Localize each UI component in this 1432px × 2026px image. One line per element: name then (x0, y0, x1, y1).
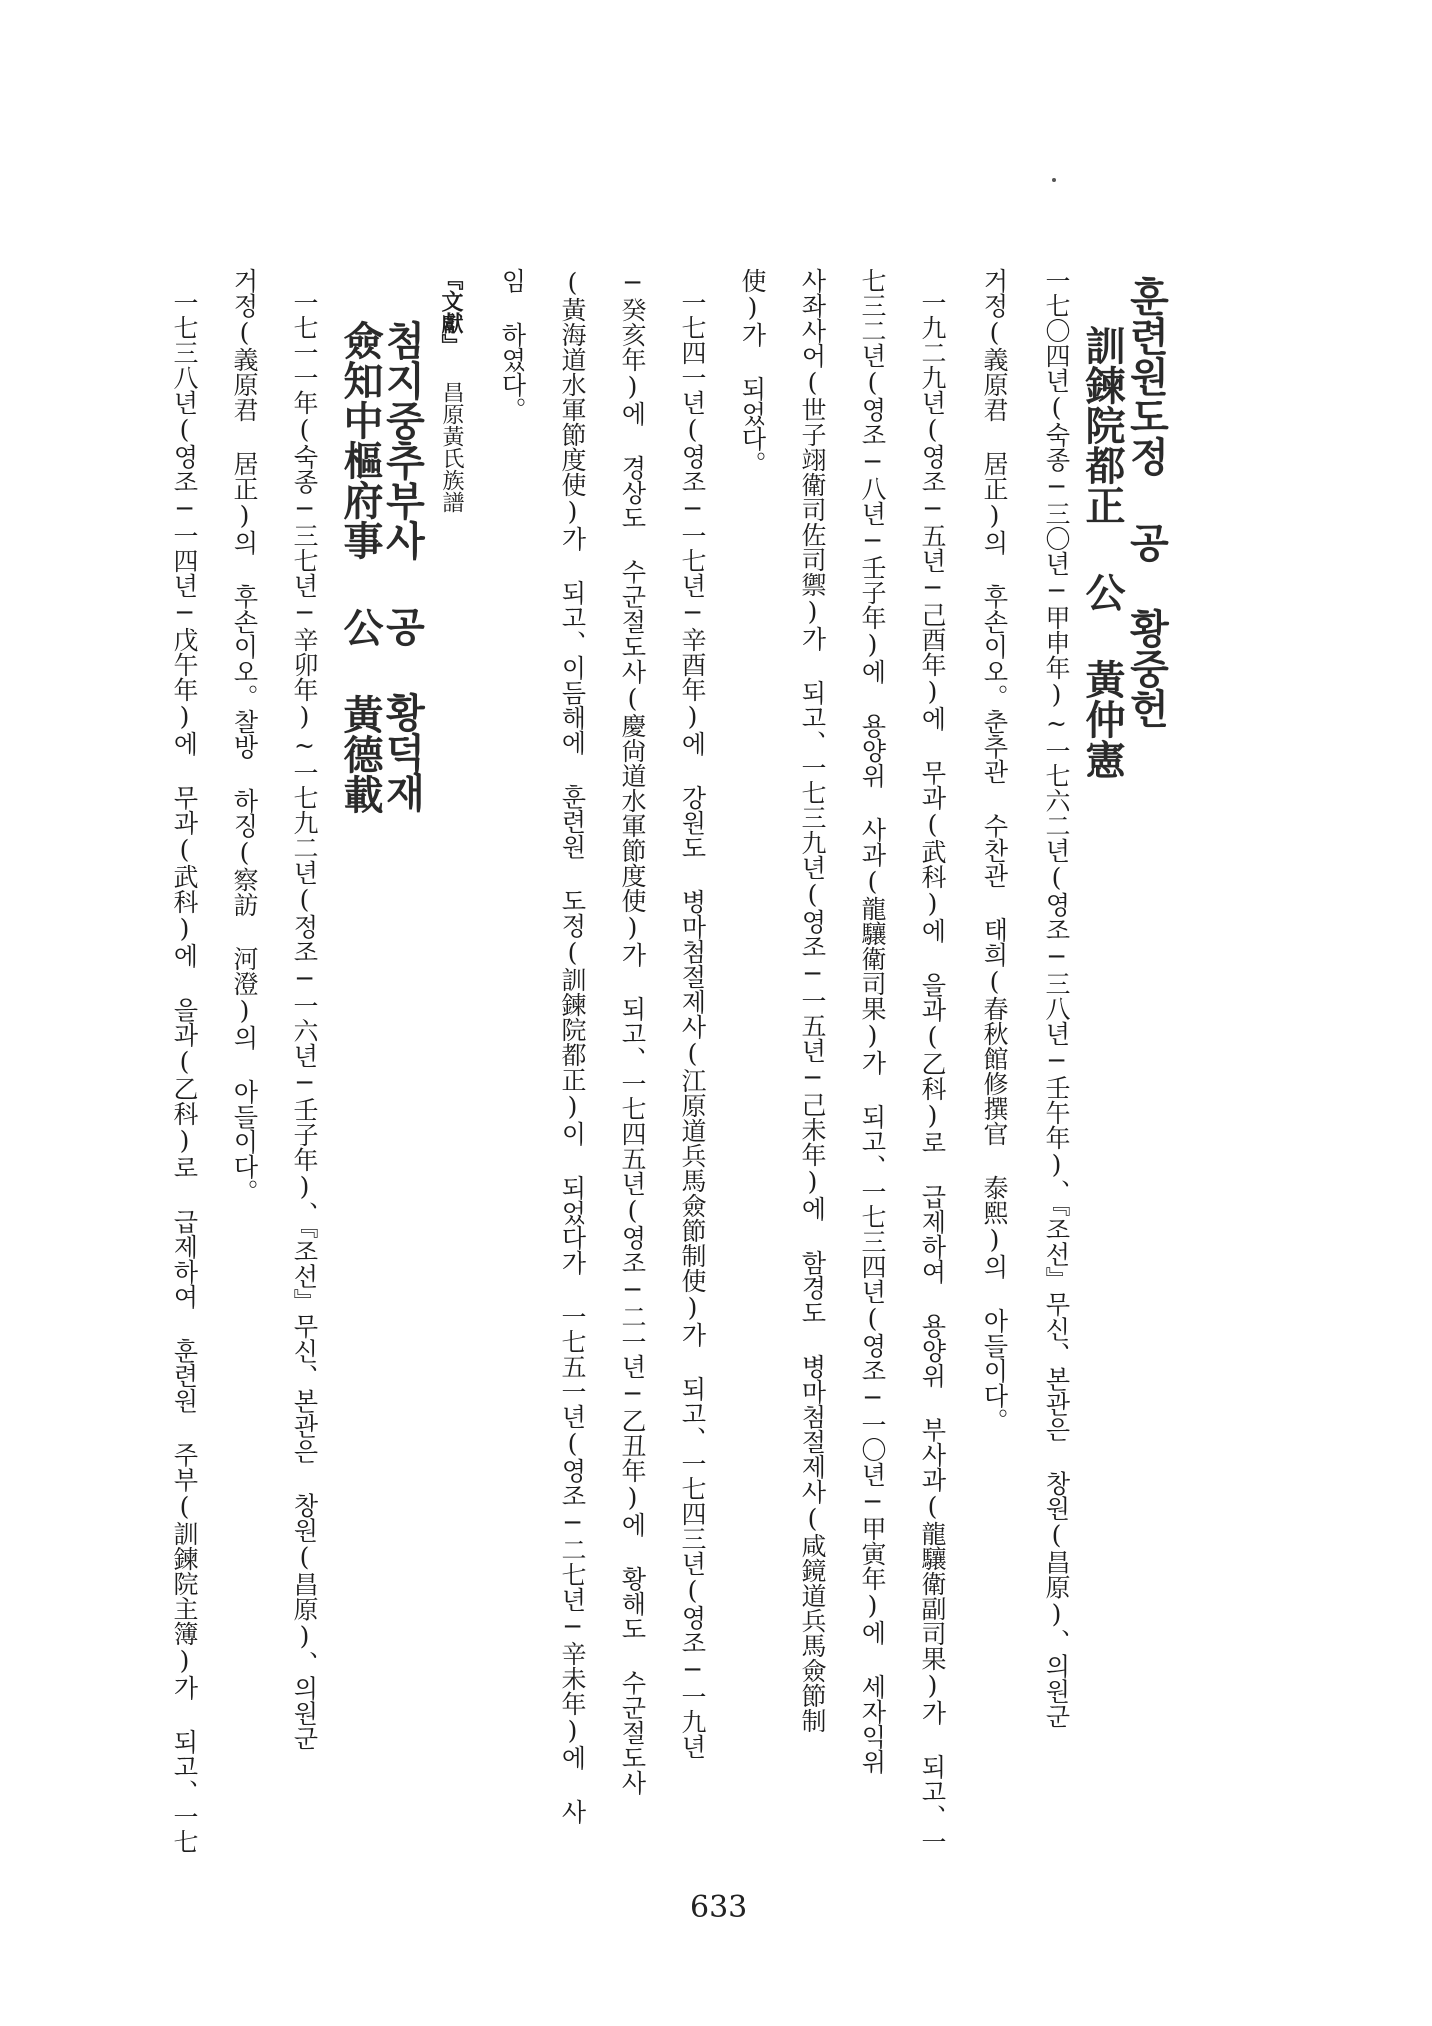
body-line: 使)가 되었다。 (738, 268, 767, 476)
body-line: 一九二九년(영조─五년─己酉年)에 무과(武科)에 을과(乙科)로 급제하여 용양위 부사과(龍驤衛副司果)가 되고、一 (918, 290, 947, 1854)
body-line: (黃海道水軍節度使)가 되고、이듬해에 훈련원 도정(訓鍊院都正)이 되었다가 一七五一년(영조─二七년─辛未年)에 사 (558, 268, 587, 1824)
source-text: 昌原黃氏族譜 (439, 356, 464, 513)
body-line: 사좌사어(世子翊衛司佐司禦)가 되고、一七三九년(영조─一五년─己未年)에 함경도 병마첨절제사(咸鏡道兵馬僉節制 (798, 268, 827, 1733)
section1-heading-hanja: 訓鍊院都正 公 黃仲憲 (1079, 325, 1126, 779)
body-line: 一七〇四년(숙종─三〇년─甲申年)~一七六二년(영조─三八년─壬午年)、『조선』무신、본관은 창원(昌原)、의원군 (1042, 268, 1071, 1729)
source-title: 『文獻』 (438, 268, 464, 356)
body-line: 一七三八년(영조─一四년─戊午年)에 무과(武科)에 을과(乙科)로 급제하여 훈련원 주부(訓鍊院主簿)가 되고、一七 (170, 290, 199, 1854)
body-line: 一七一一年(숙종─三七년─辛卯年)~一七九二년(정조─一六년─壬子年)、『조선』무신、본관은 창원(昌原)、의원군 (290, 290, 319, 1751)
body-line: 거정(義原君 居正)의 후손이오。찰방 하징(察訪 河澄)의 아들이다。 (230, 268, 259, 1204)
section1-heading-korean: 훈련원도정 공 황중헌 (1123, 276, 1169, 728)
section2-heading-hanja: 僉知中樞府事 公 黃德載 (337, 320, 384, 814)
scan-speck (1052, 178, 1056, 182)
section2-heading-korean: 첨지중추부사 공 황덕재 (379, 320, 425, 812)
page-number: 633 (690, 1890, 748, 1925)
body-line: 임 하였다。 (498, 268, 527, 422)
body-line: 거정(義原君 居正)의 후손이오。춘추관 수찬관 태희(春秋館修撰官 泰熙)의 아들이다。 (980, 268, 1009, 1433)
body-line: 七三二년(영조─八년─壬子年)에 용양위 사과(龍驤衛司果)가 되고、一七三四년(영조─一〇년─甲寅年)에 세자익위 (858, 268, 887, 1774)
source-citation (440, 268, 462, 513)
body-line: 一七四一년(영조─一七년─辛酉年)에 강원도 병마첨절제사(江原道兵馬僉節制使)가 되고、一七四三년(영조─一九년 (678, 290, 707, 1759)
body-line: ─癸亥年)에 경상도 수군절도사(慶尙道水軍節度使)가 되고、一七四五년(영조─二一년─乙丑年)에 황해도 수군절도사 (618, 268, 647, 1795)
